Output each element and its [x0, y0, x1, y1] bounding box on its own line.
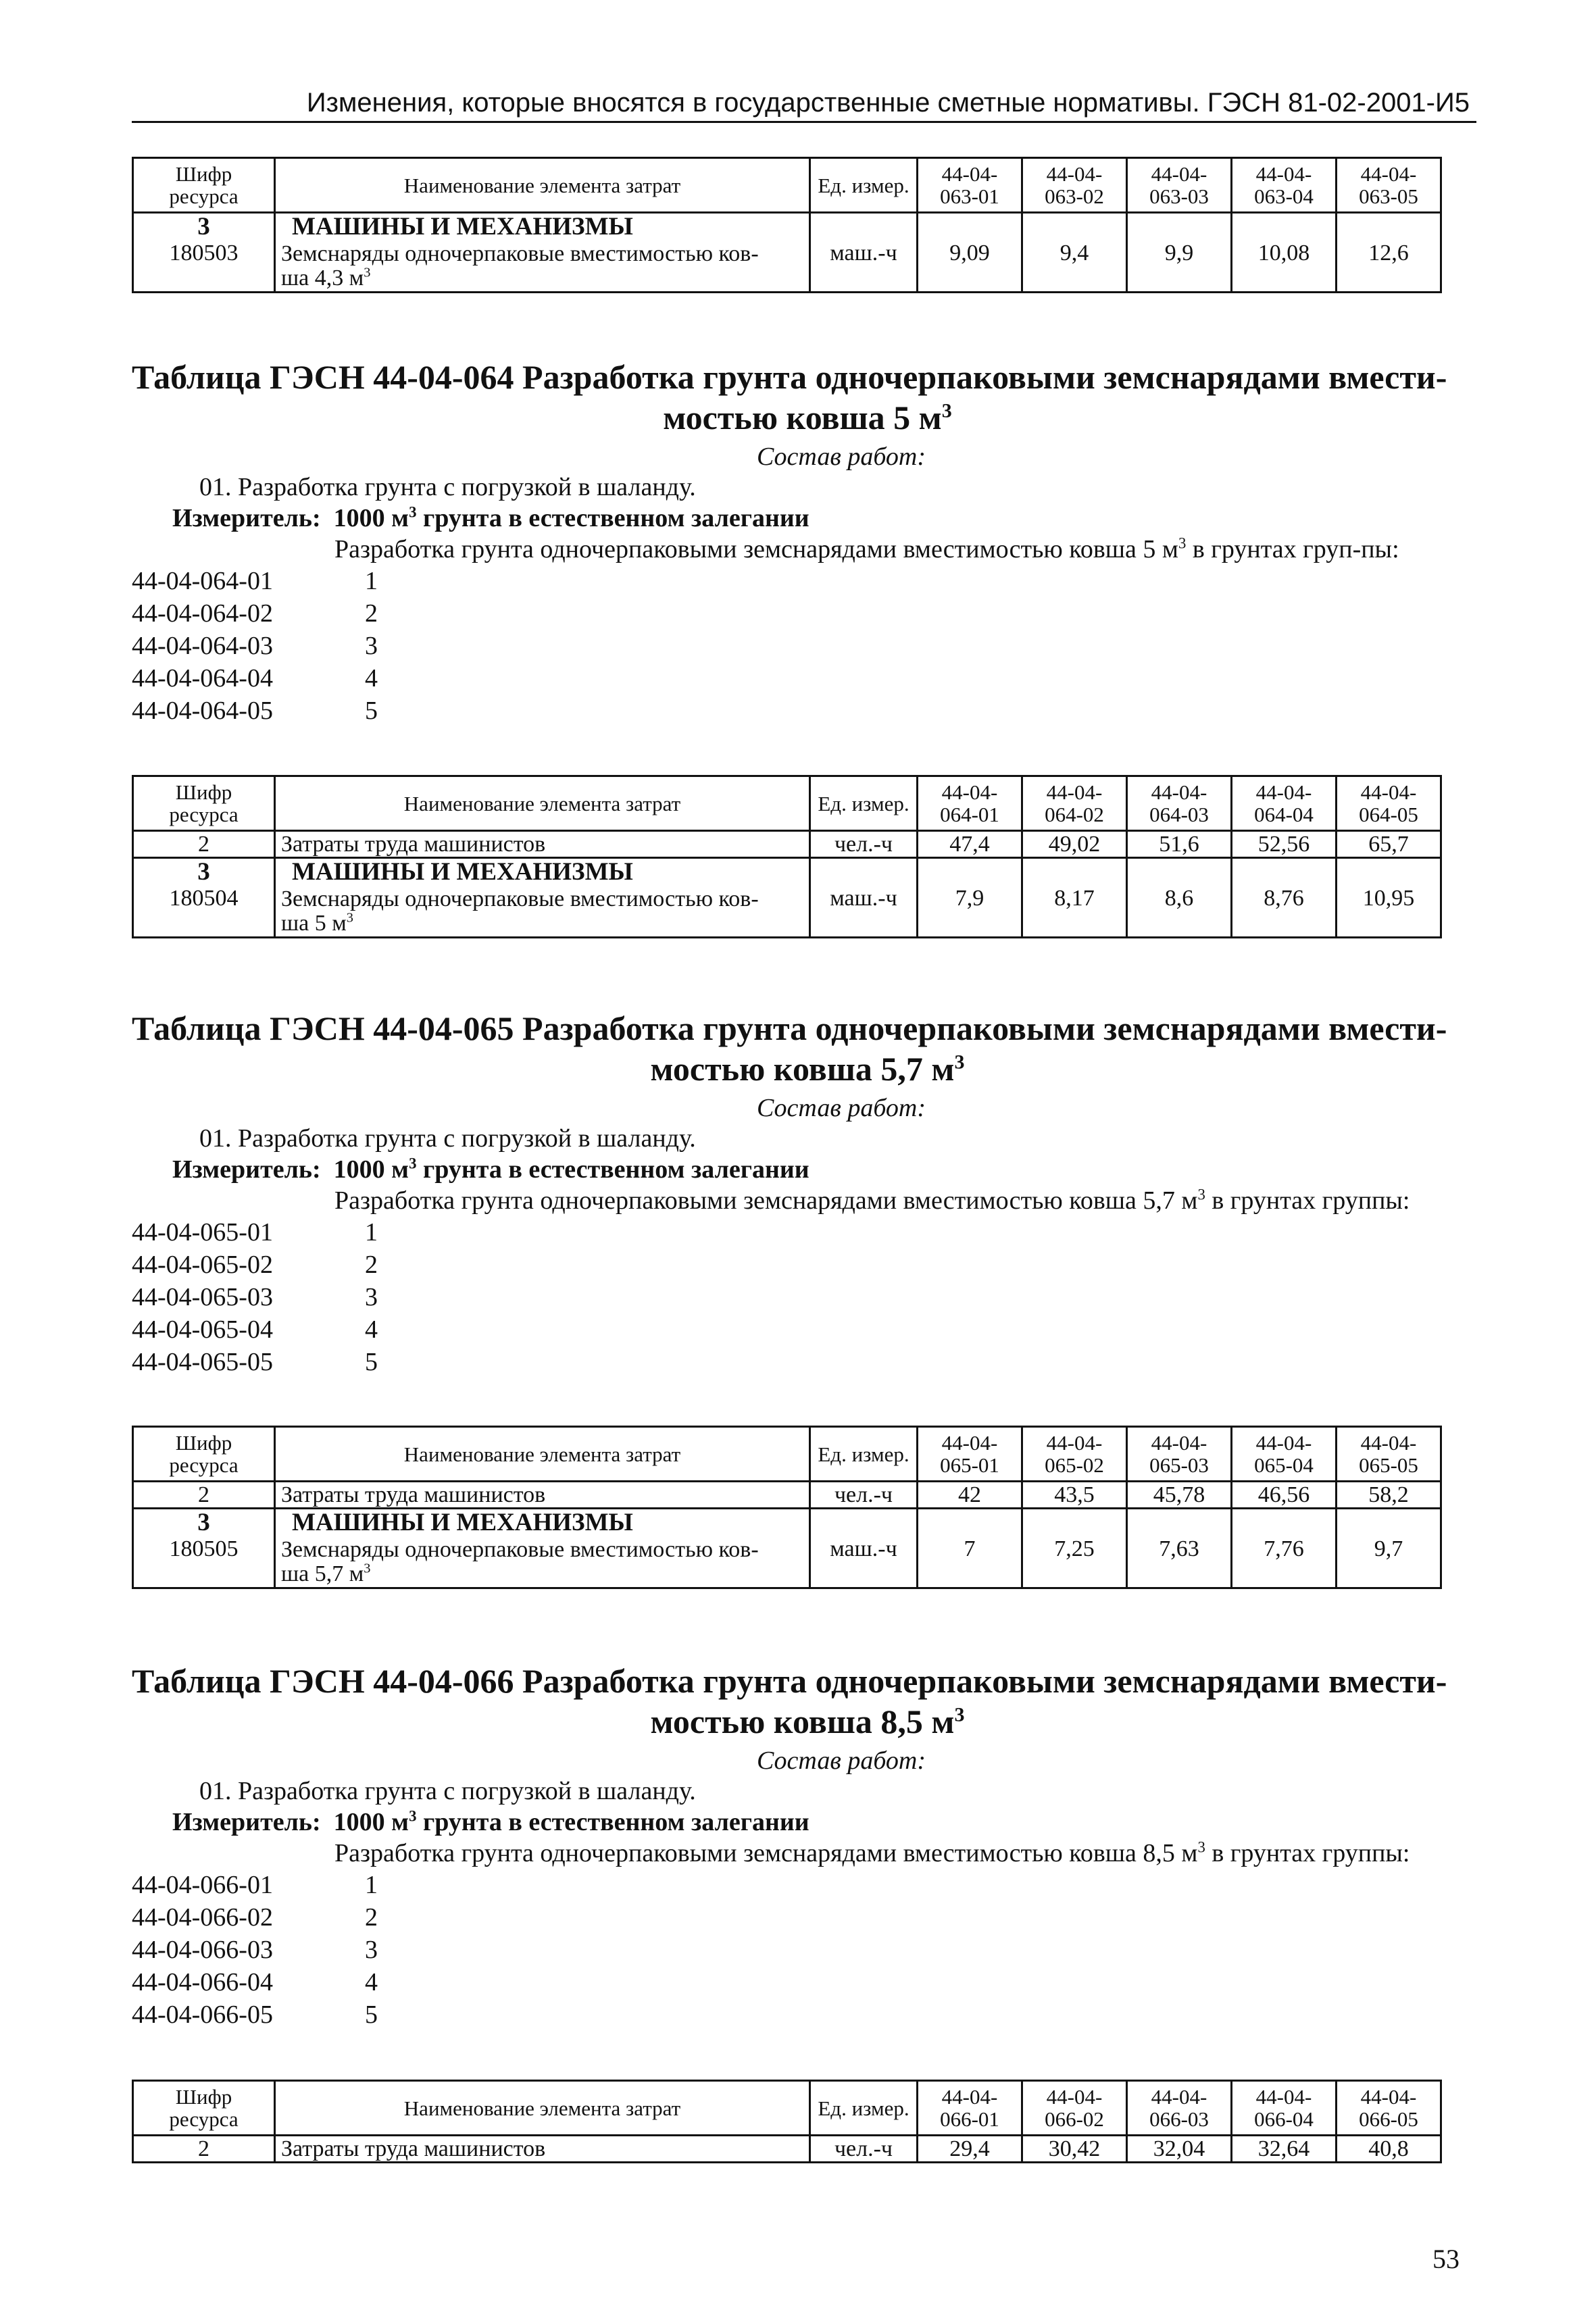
col-code-header: Шифр ресурса [133, 1427, 275, 1482]
list-item: 44-04-065-02 2 [132, 1251, 378, 1279]
resource-code: 2 [133, 2136, 275, 2163]
resource-unit: маш.-ч [810, 886, 918, 938]
value-5: 40,8 [1337, 2136, 1441, 2163]
resource-name: Затраты труда машинистов [275, 2136, 810, 2163]
section-064 [132, 357, 1483, 727]
resource-name: Земснаряды одночерпаковые вместимостью ков- ша 5,7 $м^3$ [275, 1537, 810, 1588]
col-header-4: 44-04- 064-04 [1232, 776, 1337, 831]
list-item: 44-04-066-01 1 [132, 1871, 378, 1899]
resource-name: Затраты труда машинистов [275, 1482, 810, 1509]
value-1: 9,09 [918, 241, 1022, 293]
col-header-1: 44-04- 066-01 [918, 2081, 1022, 2136]
value-2: 7,25 [1022, 1537, 1127, 1588]
col-unit-header: Ед. измер. [810, 1427, 918, 1482]
col-header-3: 44-04- 066-03 [1127, 2081, 1232, 2136]
value-3: 8,6 [1127, 886, 1232, 938]
measure-line: Измеритель: 1000 $м^3$ грунта в естественном залегании [172, 503, 809, 532]
col-header-2: 44-04- 064-02 [1022, 776, 1127, 831]
col-header-3: 44-04- 064-03 [1127, 776, 1232, 831]
table-063 [132, 157, 1442, 293]
list-item: 44-04-064-01 1 [132, 567, 378, 595]
value-4: 32,64 [1232, 2136, 1337, 2163]
work-item: 01. Разработка грунта с погрузкой в шаланду. [199, 1777, 696, 1805]
running-header [132, 88, 1476, 123]
table-header-row [133, 1427, 1441, 1482]
work-composition-label: Состав работ: [756, 443, 926, 471]
group-label: МАШИНЫ И МЕХАНИЗМЫ [275, 213, 810, 241]
col-name-header: Наименование элемента затрат [275, 2081, 810, 2136]
table-row [133, 886, 1441, 938]
col-header-4: 44-04- 065-04 [1232, 1427, 1337, 1482]
machines-group-row [133, 858, 1441, 886]
value-1: 47,4 [918, 831, 1022, 858]
value-5: 65,7 [1337, 831, 1441, 858]
group-label: МАШИНЫ И МЕХАНИЗМЫ [275, 1509, 810, 1537]
group-code: 3 [133, 213, 275, 241]
resource-unit: чел.-ч [810, 1482, 918, 1509]
col-header-1: 44-04- 064-01 [918, 776, 1022, 831]
value-3: 32,04 [1127, 2136, 1232, 2163]
list-item: 44-04-064-05 5 [132, 697, 378, 725]
resource-code: 180504 [133, 886, 275, 938]
list-item: 44-04-064-02 2 [132, 599, 378, 628]
value-4: 8,76 [1232, 886, 1337, 938]
col-header-3: 44-04- 063-03 [1127, 158, 1232, 213]
col-unit-header: Ед. измер. [810, 2081, 918, 2136]
labor-row [133, 2136, 1441, 2163]
labor-row [133, 1482, 1441, 1509]
list-item: 44-04-065-03 3 [132, 1283, 378, 1311]
list-item: 44-04-066-05 5 [132, 2001, 378, 2029]
resource-unit: чел.-ч [810, 2136, 918, 2163]
description: Разработка грунта одночерпаковыми земснарядами вместимостью ковша 5 $м^3$ в грунтах груп-пы: [334, 534, 1399, 563]
value-4: 52,56 [1232, 831, 1337, 858]
list-item: 44-04-064-03 3 [132, 632, 378, 660]
value-5: 9,7 [1337, 1537, 1441, 1588]
resource-code: 180503 [133, 241, 275, 293]
table-064 [132, 775, 1442, 938]
value-2: 43,5 [1022, 1482, 1127, 1509]
description: Разработка грунта одночерпаковыми земснарядами вместимостью ковша 5,7 $м^3$ в грунтах группы: [334, 1186, 1410, 1215]
section-title: Таблица ГЭСН 44-04-064 Разработка грунта одночерпаковыми земснарядами вмести- мостью ковша 5 $м^3$ [132, 358, 1447, 436]
value-3: 45,78 [1127, 1482, 1232, 1509]
section-title: Таблица ГЭСН 44-04-066 Разработка грунта одночерпаковыми земснарядами вмести- мостью ковша 8,5 $м^3$ [132, 1662, 1447, 1740]
col-unit-header: Ед. измер. [810, 776, 918, 831]
resource-name: Затраты труда машинистов [275, 831, 810, 858]
col-name-header: Наименование элемента затрат [275, 158, 810, 213]
table-row [133, 241, 1441, 293]
machines-group-row [133, 213, 1441, 241]
value-5: 58,2 [1337, 1482, 1441, 1509]
value-3: 9,9 [1127, 241, 1232, 293]
col-header-2: 44-04- 065-02 [1022, 1427, 1127, 1482]
measure-line: Измеритель: 1000 $м^3$ грунта в естественном залегании [172, 1155, 809, 1184]
resource-unit: маш.-ч [810, 1537, 918, 1588]
resource-name: Земснаряды одночерпаковые вместимостью ков- ша 5 $м^3$ [275, 886, 810, 938]
col-header-5: 44-04- 065-05 [1337, 1427, 1441, 1482]
col-header-4: 44-04- 063-04 [1232, 158, 1337, 213]
group-label: МАШИНЫ И МЕХАНИЗМЫ [275, 858, 810, 886]
list-item: 44-04-066-04 4 [132, 1968, 378, 1996]
value-1: 7 [918, 1537, 1022, 1588]
resource-code: 2 [133, 831, 275, 858]
section-066 [132, 1661, 1483, 2031]
table-row [133, 1537, 1441, 1588]
value-2: 8,17 [1022, 886, 1127, 938]
group-code: 3 [133, 1509, 275, 1537]
list-item: 44-04-066-03 3 [132, 1936, 378, 1964]
section-065 [132, 1008, 1483, 1378]
col-unit-header: Ед. измер. [810, 158, 918, 213]
list-item: 44-04-065-05 5 [132, 1348, 378, 1376]
value-5: 10,95 [1337, 886, 1441, 938]
list-item: 44-04-065-01 1 [132, 1218, 378, 1247]
measure-line: Измеритель: 1000 $м^3$ грунта в естественном залегании [172, 1807, 809, 1836]
value-3: 7,63 [1127, 1537, 1232, 1588]
value-2: 9,4 [1022, 241, 1127, 293]
table-065 [132, 1426, 1442, 1589]
header-text: Изменения, которые вносятся в государственные сметные нормативы. ГЭСН 81-02-2001-И5 [306, 88, 1470, 118]
value-4: 7,76 [1232, 1537, 1337, 1588]
page-number: 53 [1432, 2244, 1460, 2274]
code-list [132, 1869, 1483, 2031]
table-header-row [133, 2081, 1441, 2136]
col-header-1: 44-04- 063-01 [918, 158, 1022, 213]
list-item: 44-04-066-02 2 [132, 1903, 378, 1932]
resource-unit: маш.-ч [810, 241, 918, 293]
value-1: 42 [918, 1482, 1022, 1509]
value-1: 7,9 [918, 886, 1022, 938]
code-list [132, 565, 1483, 727]
table-header-row [133, 158, 1441, 213]
col-header-4: 44-04- 066-04 [1232, 2081, 1337, 2136]
col-header-2: 44-04- 063-02 [1022, 158, 1127, 213]
value-1: 29,4 [918, 2136, 1022, 2163]
list-item: 44-04-065-04 4 [132, 1315, 378, 1344]
col-name-header: Наименование элемента затрат [275, 776, 810, 831]
table-header-row [133, 776, 1441, 831]
code-list [132, 1216, 1483, 1378]
col-code-header: Шифр ресурса [133, 776, 275, 831]
resource-code: 180505 [133, 1537, 275, 1588]
work-item: 01. Разработка грунта с погрузкой в шаланду. [199, 1124, 696, 1153]
col-header-5: 44-04- 063-05 [1337, 158, 1441, 213]
col-code-header: Шифр ресурса [133, 2081, 275, 2136]
col-header-1: 44-04- 065-01 [918, 1427, 1022, 1482]
value-2: 49,02 [1022, 831, 1127, 858]
resource-unit: чел.-ч [810, 831, 918, 858]
section-title: Таблица ГЭСН 44-04-065 Разработка грунта одночерпаковыми земснарядами вмести- мостью ковша 5,7 $м^3$ [132, 1009, 1447, 1088]
col-header-5: 44-04- 064-05 [1337, 776, 1441, 831]
machines-group-row [133, 1509, 1441, 1537]
labor-row [133, 831, 1441, 858]
list-item: 44-04-064-04 4 [132, 664, 378, 693]
col-code-header: Шифр ресурса [133, 158, 275, 213]
value-2: 30,42 [1022, 2136, 1127, 2163]
description: Разработка грунта одночерпаковыми земснарядами вместимостью ковша 8,5 $м^3$ в грунтах группы: [334, 1838, 1410, 1867]
work-composition-label: Состав работ: [756, 1746, 926, 1775]
value-5: 12,6 [1337, 241, 1441, 293]
value-3: 51,6 [1127, 831, 1232, 858]
col-name-header: Наименование элемента затрат [275, 1427, 810, 1482]
value-4: 46,56 [1232, 1482, 1337, 1509]
resource-code: 2 [133, 1482, 275, 1509]
table-066 [132, 2080, 1442, 2163]
col-header-2: 44-04- 066-02 [1022, 2081, 1127, 2136]
work-item: 01. Разработка грунта с погрузкой в шаланду. [199, 473, 696, 501]
col-header-3: 44-04- 065-03 [1127, 1427, 1232, 1482]
group-code: 3 [133, 858, 275, 886]
col-header-5: 44-04- 066-05 [1337, 2081, 1441, 2136]
value-4: 10,08 [1232, 241, 1337, 293]
work-composition-label: Состав работ: [756, 1094, 926, 1122]
resource-name: Земснаряды одночерпаковые вместимостью ков- ша 4,3 $м^3$ [275, 241, 810, 293]
